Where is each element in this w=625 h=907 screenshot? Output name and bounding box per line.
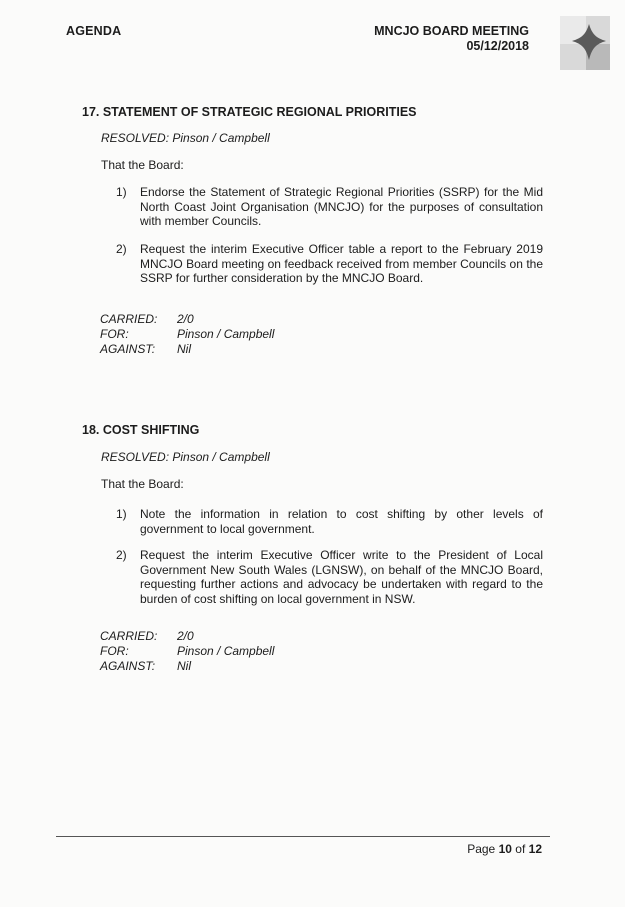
- meeting-title: MNCJO BOARD MEETING: [374, 24, 529, 38]
- header-meeting: [374, 24, 529, 54]
- item-number: 2): [116, 548, 127, 562]
- carried-label: CARRIED:: [100, 312, 158, 326]
- section-18-resolved: RESOLVED: Pinson / Campbell: [101, 450, 270, 464]
- header-agenda: AGENDA: [66, 24, 122, 38]
- for-label: FOR:: [100, 327, 129, 341]
- section-18-title: 18. COST SHIFTING: [82, 423, 200, 437]
- section-17-title: 17. STATEMENT OF STRATEGIC REGIONAL PRIORITIES: [82, 105, 417, 119]
- item-text: Request the interim Executive Officer table a report to the February 2019 MNCJO Board meeting on feedback received from member Councils on the SSRP for further consideration by the MNCJO Board.: [140, 242, 543, 285]
- page-number: [467, 842, 542, 856]
- organisation-logo-icon: [556, 14, 614, 72]
- section-18-item-2: [116, 548, 543, 606]
- section-17-item-1: [116, 185, 543, 229]
- item-text: Request the interim Executive Officer write to the President of Local Government New South Wales (LGNSW), on behalf of the MNCJO Board, requesting further actions and advocacy be undertaken with regard to the burden of cost shifting on local government in NSW.: [140, 548, 543, 606]
- for-value: Pinson / Campbell: [177, 327, 275, 341]
- section-17-item-2: [116, 242, 543, 286]
- section-18-intro: That the Board:: [101, 477, 184, 491]
- against-label: AGAINST:: [100, 659, 156, 673]
- of-word: of: [515, 842, 526, 856]
- against-value: Nil: [177, 659, 191, 673]
- item-text: Endorse the Statement of Strategic Regional Priorities (SSRP) for the Mid North Coast Joint Organisation (MNCJO) for the purposes of consultation with member Councils.: [140, 185, 543, 228]
- against-label: AGAINST:: [100, 342, 156, 356]
- section-17-resolved: RESOLVED: Pinson / Campbell: [101, 131, 270, 145]
- item-text: Note the information in relation to cost shifting by other levels of government to local government.: [140, 507, 543, 536]
- item-number: 1): [116, 185, 127, 199]
- for-value: Pinson / Campbell: [177, 644, 275, 658]
- total-pages: 12: [528, 842, 542, 856]
- against-value: Nil: [177, 342, 191, 356]
- current-page: 10: [498, 842, 512, 856]
- carried-label: CARRIED:: [100, 629, 158, 643]
- carried-value: 2/0: [177, 312, 194, 326]
- item-number: 1): [116, 507, 127, 521]
- for-label: FOR:: [100, 644, 129, 658]
- carried-value: 2/0: [177, 629, 194, 643]
- item-number: 2): [116, 242, 127, 256]
- page-word: Page: [467, 842, 496, 856]
- section-17-vote: [100, 312, 274, 357]
- meeting-date: 05/12/2018: [466, 39, 529, 53]
- footer-divider: [56, 836, 550, 837]
- section-17-intro: That the Board:: [101, 158, 184, 172]
- section-18-item-1: [116, 507, 543, 536]
- section-18-vote: [100, 629, 274, 674]
